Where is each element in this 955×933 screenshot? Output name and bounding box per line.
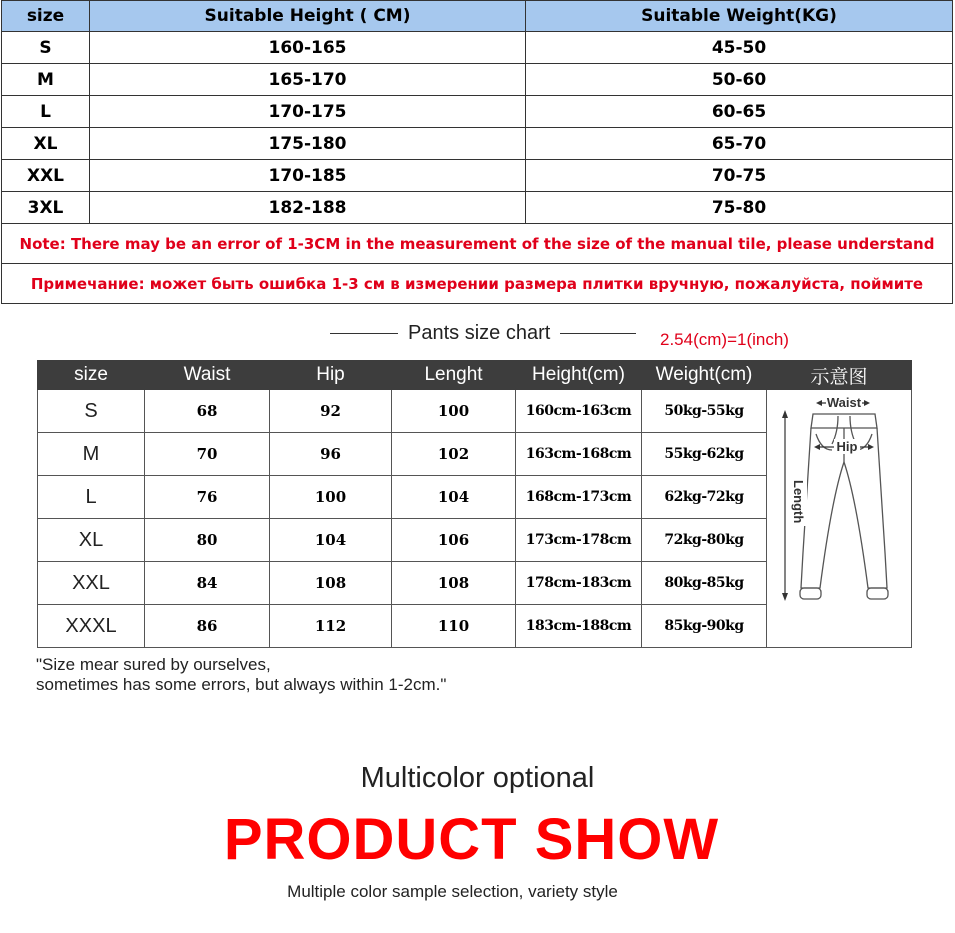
table-row	[38, 390, 912, 433]
header-length: Lenght	[392, 361, 516, 390]
weight-cell: 50kg-55kg	[642, 390, 767, 433]
height-cell: 170-175	[90, 96, 526, 128]
waist-cell: 70	[145, 433, 270, 476]
height-cell: 173cm-178cm	[516, 519, 642, 562]
header-size: size	[38, 361, 145, 390]
header-weight: Weight(cm)	[642, 361, 767, 390]
table-row	[2, 64, 953, 96]
size-cell: S	[38, 390, 145, 433]
hip-cell: 108	[270, 562, 392, 605]
size-cell: 3XL	[2, 192, 90, 224]
header-diagram: 示意图	[767, 361, 912, 390]
waist-cell: 84	[145, 562, 270, 605]
table-row	[2, 128, 953, 160]
size-cell: L	[2, 96, 90, 128]
product-show-subtitle: Multiple color sample selection, variety style	[287, 882, 618, 901]
weight-cell: 80kg-85kg	[642, 562, 767, 605]
height-cell: 182-188	[90, 192, 526, 224]
height-cell: 160-165	[90, 32, 526, 64]
hip-cell: 104	[270, 519, 392, 562]
height-cell: 183cm-188cm	[516, 605, 642, 648]
header-height: Height(cm)	[516, 361, 642, 390]
table-row	[2, 192, 953, 224]
height-cell: 165-170	[90, 64, 526, 96]
footnote-line-2: sometimes has some errors, but always within 1-2cm."	[36, 675, 447, 694]
height-cell: 163cm-168cm	[516, 433, 642, 476]
weight-cell: 65-70	[526, 128, 953, 160]
measurement-note-english: Note: There may be an error of 1-3CM in the measurement of the size of the manual tile, please understand	[2, 224, 953, 264]
length-cell: 108	[392, 562, 516, 605]
measurement-footnote	[36, 655, 446, 695]
suitable-size-table	[1, 0, 953, 304]
footnote-line-1: "Size mear sured by ourselves,	[36, 655, 271, 674]
measurement-note-russian: Примечание: может быть ошибка 1-3 см в измерении размера плитки вручную, пожалуйста, поймите	[2, 264, 953, 304]
weight-cell: 70-75	[526, 160, 953, 192]
waist-cell: 86	[145, 605, 270, 648]
height-cell: 170-185	[90, 160, 526, 192]
diagram-label-length: Length	[790, 479, 806, 523]
weight-cell: 72kg-80kg	[642, 519, 767, 562]
height-cell: 160cm-163cm	[516, 390, 642, 433]
heading-rule-right	[560, 333, 636, 334]
waist-cell: 68	[145, 390, 270, 433]
weight-cell: 62kg-72kg	[642, 476, 767, 519]
weight-cell: 85kg-90kg	[642, 605, 767, 648]
length-cell: 100	[392, 390, 516, 433]
inch-conversion-note: 2.54(cm)=1(inch)	[660, 330, 789, 349]
size-cell: XXXL	[38, 605, 145, 648]
weight-cell: 55kg-62kg	[642, 433, 767, 476]
weight-cell: 45-50	[526, 32, 953, 64]
pants-chart-title: Pants size chart	[408, 321, 551, 344]
heading-rule-left	[330, 333, 398, 334]
multicolor-heading: Multicolor optional	[360, 762, 595, 794]
pants-diagram-cell	[767, 390, 912, 648]
length-cell: 110	[392, 605, 516, 648]
hip-cell: 112	[270, 605, 392, 648]
waist-cell: 76	[145, 476, 270, 519]
length-cell: 104	[392, 476, 516, 519]
size-cell: XL	[38, 519, 145, 562]
size-cell: XXL	[2, 160, 90, 192]
size-cell: M	[38, 433, 145, 476]
table-row	[2, 160, 953, 192]
weight-cell: 50-60	[526, 64, 953, 96]
table-row	[2, 96, 953, 128]
table-row	[2, 32, 953, 64]
size-cell: XL	[2, 128, 90, 160]
height-cell: 175-180	[90, 128, 526, 160]
product-show-title: PRODUCT SHOW	[223, 807, 720, 872]
length-cell: 106	[392, 519, 516, 562]
height-cell: 178cm-183cm	[516, 562, 642, 605]
note-row-english	[2, 224, 953, 264]
size-cell: M	[2, 64, 90, 96]
size-cell: L	[38, 476, 145, 519]
header-suitable-height: Suitable Height ( CM)	[90, 1, 526, 32]
size-cell: S	[2, 32, 90, 64]
header-hip: Hip	[270, 361, 392, 390]
header-suitable-weight: Suitable Weight(KG)	[526, 1, 953, 32]
diagram-label-waist: Waist	[826, 394, 861, 410]
weight-cell: 75-80	[526, 192, 953, 224]
diagram-label-hip: Hip	[836, 438, 857, 454]
pants-size-table	[37, 360, 912, 648]
pants-chart-heading	[330, 318, 636, 348]
header-waist: Waist	[145, 361, 270, 390]
length-cell: 102	[392, 433, 516, 476]
note-row-russian	[2, 264, 953, 304]
weight-cell: 60-65	[526, 96, 953, 128]
hip-cell: 96	[270, 433, 392, 476]
header-size: size	[2, 1, 90, 32]
pants-header-row	[38, 361, 912, 390]
suitable-size-header-row	[2, 1, 953, 32]
waist-cell: 80	[145, 519, 270, 562]
pants-diagram	[768, 392, 911, 642]
size-cell: XXL	[38, 562, 145, 605]
hip-cell: 92	[270, 390, 392, 433]
height-cell: 168cm-173cm	[516, 476, 642, 519]
hip-cell: 100	[270, 476, 392, 519]
